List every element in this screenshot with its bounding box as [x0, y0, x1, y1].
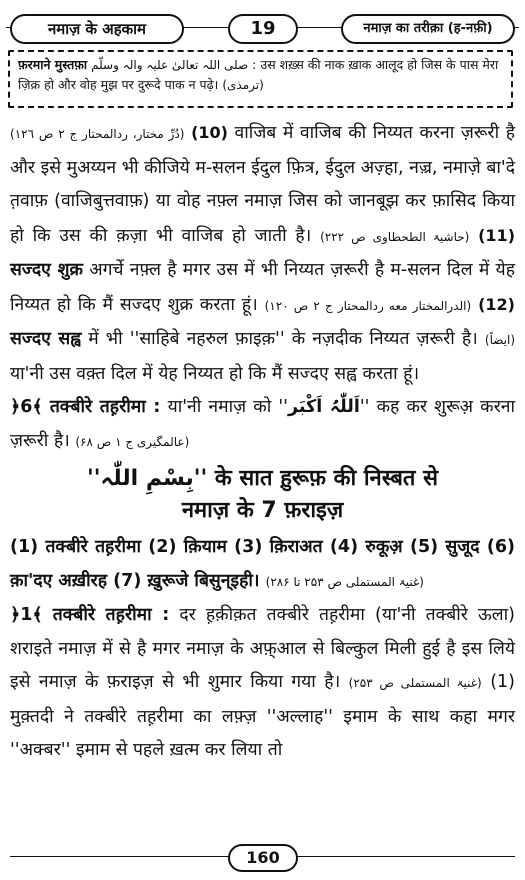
heading-quote: ''	[87, 466, 101, 491]
heading-line-2: नमाज़ के 7 फ़राइज़	[181, 498, 344, 523]
paragraph-wajib-niyyat	[10, 116, 515, 391]
paragraph-text: दर ह़क़ीक़त तक्बीरे तह़रीमा (या'नी तक्बीरे ऊला) शराइते नमाज़ में से है मगर नमाज़ के अफ़्आल से बिल्कुल मिली हुई है इस लिये इसे नमाज़ के फ़राइज़ से भी शुमार किया गया है।	[10, 605, 515, 692]
citation: (عالمگیری ج ۱ ص ۶۸)	[75, 434, 190, 449]
section-marker: ﴿1﴾	[10, 605, 43, 625]
paragraph-text: '' कह कर शुरूअ़ करना ज़रूरी है।	[10, 397, 516, 451]
citation: (حاشیۃ الطحطاوی ص ۲۲۲)	[320, 229, 470, 244]
item-number: (11)	[478, 225, 515, 245]
banner-salawat: صلی اللہ تعالیٰ علیہ والہ وسلّم	[91, 58, 249, 72]
page-number: 160	[228, 844, 298, 872]
paragraph-text: या'नी नमाज़ को ''	[167, 397, 288, 417]
section-marker: ﴿6﴾	[10, 397, 43, 417]
paragraph-text: या'नी उस वक़्त दिल में येह निय्यत हो कि मैं सज्दए सह्व करता हूं।	[10, 363, 420, 384]
arabic-bismillah: بِسْمِ اللّٰہ	[100, 466, 194, 491]
heading-line-1	[10, 463, 515, 495]
citation: (دُرِّ مختار، ردالمحتار ج ۲ ص ۱۲٦)	[10, 127, 185, 141]
paragraph-text: अगर्चे नफ़्ल है मगर उस में भी निय्यत ज़रूरी है म-सलन दिल में येह निय्यत हो कि मैं सज्दए शुक्र करता हूं।	[10, 260, 515, 315]
paragraph-text: में भी ''साहिबे नहरुल फ़ाइक़'' के नज़दीक निय्यत ज़रूरी है।	[88, 329, 478, 349]
book-title-right: नमाज़ का तरीक़ा (ह-नफ़ी)	[341, 14, 515, 44]
term-takbir-tahrima: तक्बीरे तह़रीमा :	[49, 397, 161, 417]
page-number-top: 19	[228, 14, 298, 44]
citation: (غنیۃ المستملی ص ۲۵۳)	[348, 676, 482, 690]
heading-text: '' के सात ह़ुरूफ़ की निस्बत से	[193, 466, 438, 491]
banner-ref: (ترمذی)	[222, 78, 264, 92]
paragraph-takbir-detail	[10, 599, 515, 768]
hadith-banner	[8, 50, 513, 108]
book-title-left: नमाज़ के अहकाम	[10, 14, 184, 44]
banner-text: : उस शख़्स की नाक ख़ाक आलूद हो जिस के पास मेरा ज़िक्र हो और वोह मुझ पर दुरूदे पाक न पढ़े।	[18, 57, 499, 92]
term-sajda-sahw: सज्दए सह्व	[10, 329, 82, 349]
paragraph-faraiz-list	[10, 531, 515, 599]
page-footer	[0, 842, 525, 872]
citation: (ایضاً)	[484, 333, 515, 347]
term-takbir-tahrima: तक्बीरे तह़रीमा :	[52, 605, 170, 625]
paragraph-text: (1) मुक़्तदी ने तक्बीरे तह़रीमा का लफ़्ज़ ''अल्लाह'' इमाम के साथ कहा मगर ''अक्बर'' इमाम से पहले ख़त्म कर लिया तो	[10, 672, 515, 760]
banner-label: फ़रमाने मुस्तफ़ा	[18, 57, 88, 72]
term-sajda-shukr: सज्दए शुक्र	[10, 260, 83, 280]
section-heading	[10, 463, 515, 527]
citation: (غنیۃ المستملی ص ۲۵۳ تا ۲۸۶)	[265, 574, 424, 589]
faraiz-list-text: (1) तक्बीरे तह़रीमा (2) क़ियाम (3) क़िराअत (4) रुकूअ़ (5) सुजूद (6) क़ा'दए अख़ीरह (7) ख़ुरूजे बिसुन्इही।	[10, 537, 515, 591]
item-number: (12)	[478, 294, 515, 314]
page-body	[10, 116, 515, 768]
citation: (الدرالمختار معه ردالمحتار ج ۲ ص ۱۲۰)	[264, 298, 472, 313]
paragraph-text: वाजिब में वाजिब की निय्यत करना ज़रूरी है और इसे मुअय्यन भी कीजिये म-सलन ईदुल फ़ित्र, ईदुल अज़्हा, नज़्र, नमाज़े बा'दे त़वाफ़ (वाजिबुत्तवाफ़) या वोह नफ़्ल नमाज़ जिस को जानबूझ कर फ़ासिद किया हो कि उस की क़ज़ा भी वाजिब हो जाती है।	[10, 123, 515, 246]
paragraph-takbir	[10, 391, 515, 459]
page-header	[6, 8, 519, 48]
arabic-allahu-akbar: اَللّٰہُ اَکْبَر	[287, 397, 360, 417]
item-number: (10)	[191, 123, 228, 142]
